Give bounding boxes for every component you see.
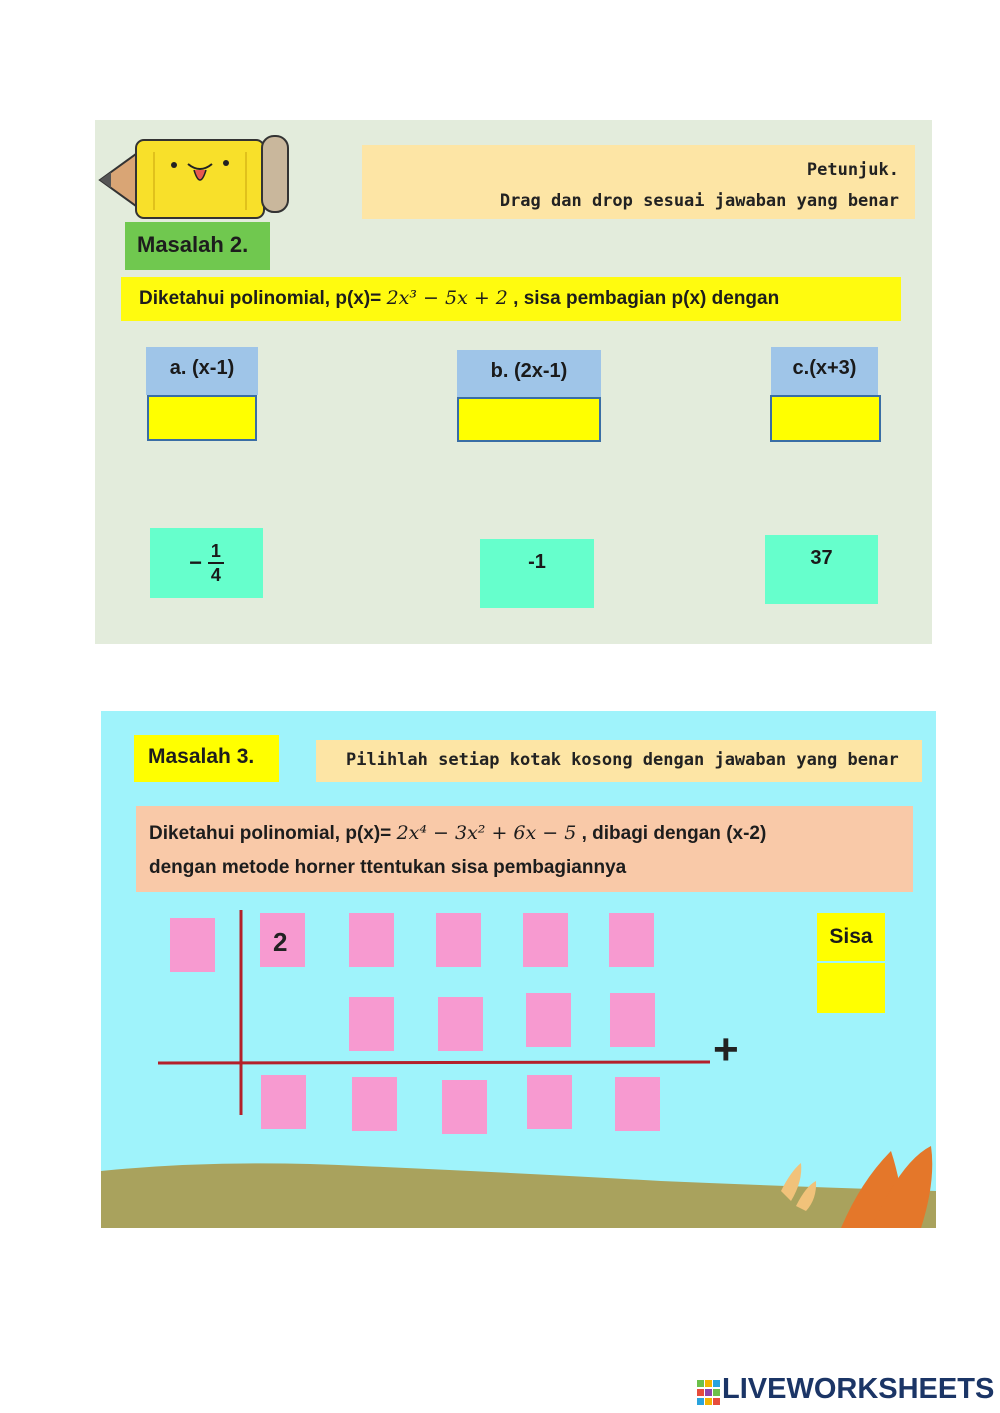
question-suffix: , dibagi dengan (x-2) (581, 823, 767, 844)
instructions-box (362, 145, 915, 219)
liveworksheets-logo-text: LIVEWORKSHEETS (722, 1373, 995, 1405)
horner-input-coefficient[interactable] (523, 913, 568, 967)
answer-card-minus-one[interactable]: -1 (480, 539, 594, 608)
horner-input-product[interactable] (610, 993, 655, 1047)
plus-sign: + (713, 1025, 739, 1074)
horner-input-result[interactable] (527, 1075, 572, 1129)
drop-zone-a[interactable] (147, 395, 257, 441)
option-c-label: c.(x+3) (771, 347, 878, 395)
remainder-input[interactable] (817, 963, 885, 1013)
problem-3-label: Masalah 3. (134, 735, 279, 782)
question-line-2: dengan metode horner ttentukan sisa pembagiannya (149, 857, 627, 878)
horner-input-product[interactable] (349, 997, 394, 1051)
answer-card-fraction[interactable] (150, 528, 263, 598)
drop-zone-c[interactable] (770, 395, 881, 442)
liveworksheets-logo-icon (697, 1380, 721, 1406)
fraction-denominator: 4 (210, 565, 221, 585)
option-b-label: b. (2x-1) (457, 350, 601, 397)
answer-card-37[interactable]: 37 (765, 535, 878, 604)
horner-input-coefficient[interactable] (609, 913, 654, 967)
horner-input-coefficient[interactable] (349, 913, 394, 967)
polynomial: 2x³ − 5x + 2 (386, 287, 508, 309)
horner-input-result[interactable] (352, 1077, 397, 1131)
pencil-mascot-icon (96, 130, 292, 220)
drop-zone-b[interactable] (457, 397, 601, 442)
question-suffix: , sisa pembagian p(x) dengan (513, 288, 780, 309)
horner-input-product[interactable] (438, 997, 483, 1051)
instructions-text: Drag dan drop sesuai jawaban yang benar (499, 191, 899, 211)
horner-input-result[interactable] (261, 1075, 306, 1129)
instructions-title: Petunjuk. (806, 160, 899, 180)
horner-input-coefficient[interactable] (436, 913, 481, 967)
polynomial: 2x⁴ − 3x² + 6x − 5 (396, 822, 577, 844)
problem-3-question (136, 806, 913, 892)
question-prefix: Diketahui polinomial, p(x)= (149, 823, 392, 844)
fraction-numerator: 1 (208, 540, 224, 564)
problem-2-label: Masalah 2. (125, 222, 270, 270)
question-prefix: Diketahui polinomial, p(x)= (139, 288, 382, 309)
remainder-label: Sisa (817, 913, 885, 961)
horner-input-result[interactable] (442, 1080, 487, 1134)
option-a-label: a. (x-1) (146, 347, 258, 395)
problem-3-instruction: Pilihlah setiap kotak kosong dengan jawaban yang benar (316, 740, 922, 782)
horner-input-result[interactable] (615, 1077, 660, 1131)
fraction-sign: − (189, 550, 202, 575)
horner-coefficient-box: 2 (260, 913, 305, 967)
horner-input-product[interactable] (526, 993, 571, 1047)
horner-input-divisor[interactable] (170, 918, 215, 972)
problem-2-question (121, 277, 901, 321)
